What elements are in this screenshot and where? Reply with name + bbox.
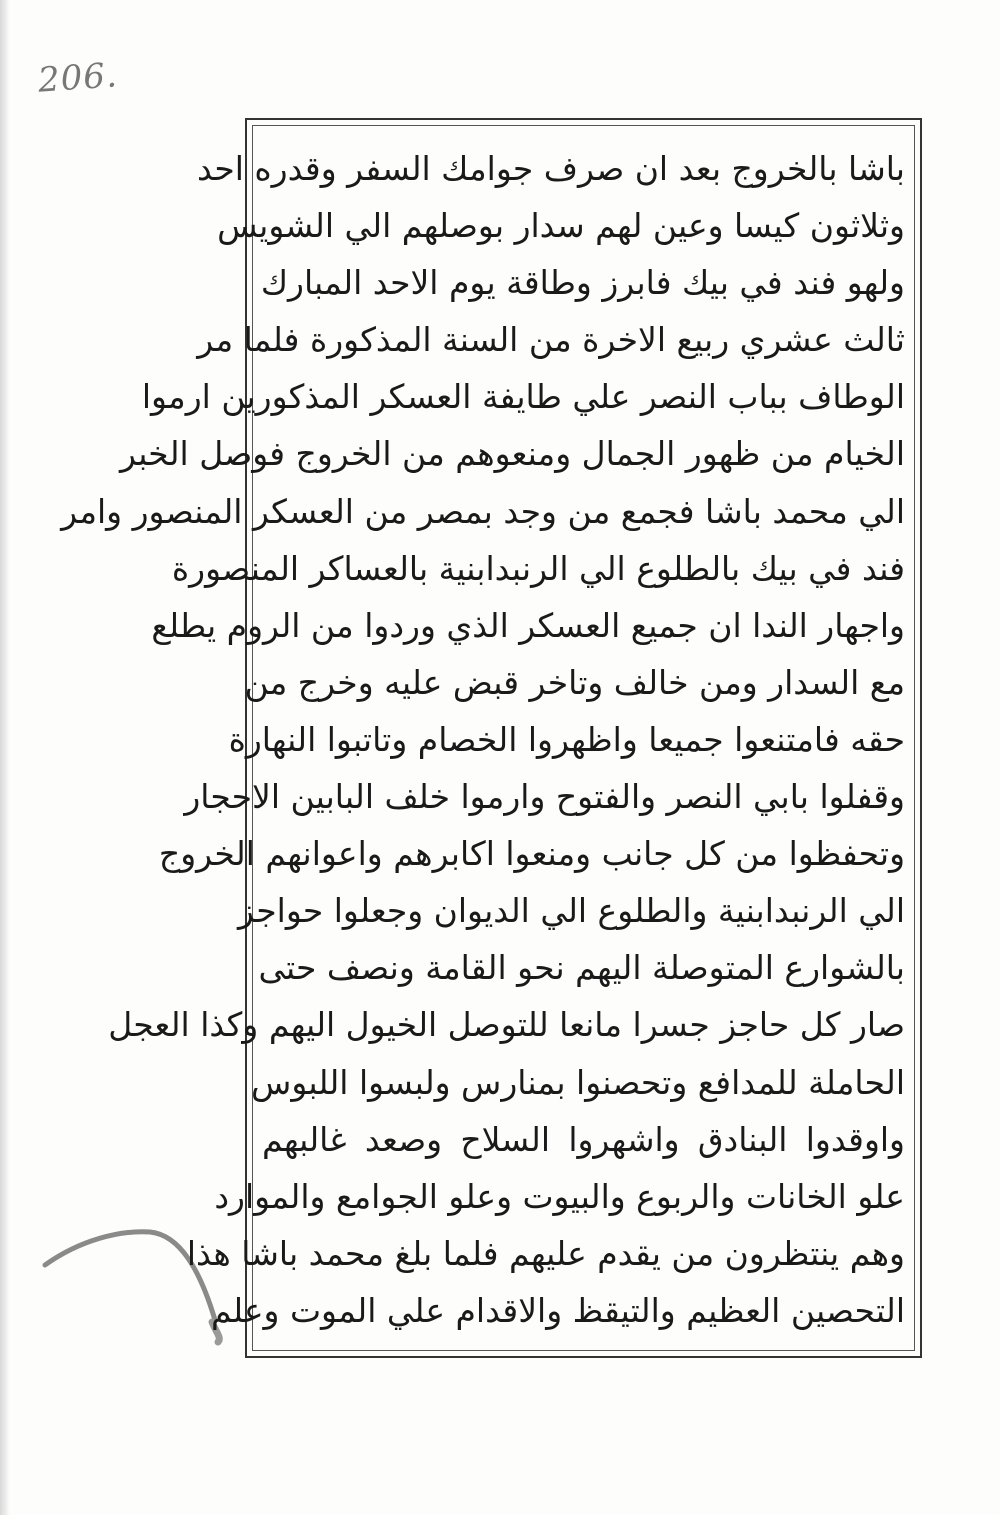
text-line: ولهو فند في بيك فابرز وطاقة يوم الاحد المبارك (260, 263, 905, 303)
text-line: مع السدار ومن خالف وتاخر قبض عليه وخرج من (244, 662, 905, 702)
text-line: الحاملة للمدافع وتحصنوا بمنارس ولبسوا اللبوس (251, 1062, 905, 1102)
text-line: وثلاثون كيسا وعين لهم سدار بوصلهم الي الشويس (217, 206, 905, 246)
text-line: الوطاف بباب النصر علي طايفة العسكر المذكورين ارموا (141, 377, 905, 417)
text-line: الي محمد باشا فجمع من وجد بمصر من العسكر المنصور وامر (61, 491, 905, 531)
page-edge-shadow (0, 0, 10, 1515)
text-line: واوقدوا البنادق واشهروا السلاح وصعد غالبهم (262, 1119, 905, 1159)
text-line: صار كل حاجز جسرا مانعا للتوصل الخيول اليهم وكذا العجل (108, 1005, 905, 1045)
text-line: وقفلوا بابي النصر والفتوح وارموا خلف البابين الاحجار (184, 777, 905, 817)
text-line: باشا بالخروج بعد ان صرف جوامك السفر وقدره احد (197, 149, 905, 188)
text-line: حقه فامتنعوا جميعا واظهروا الخصام وتاتبوا النهارة (228, 719, 905, 759)
text-line: علو الخانات والربوع والبيوت وعلو الجوامع والموارد (214, 1176, 905, 1216)
folio-number: 206. (36, 55, 120, 101)
text-line: واجهار الندا ان جميع العسكر الذي وردوا من الروم يطلع (151, 605, 905, 645)
text-line: وتحفظوا من كل جانب ومنعوا اكابرهم واعوانهم الخروج (158, 834, 905, 874)
text-line: الي الرنبدابنية والطلوع الي الديوان وجعلوا حواجز (238, 891, 905, 931)
text-line: الخيام من ظهور الجمال ومنعوهم من الخروج فوصل الخبر (120, 434, 905, 474)
text-line: ثالث عشري ربيع الاخرة من السنة المذكورة فلما مر (197, 320, 905, 360)
manuscript-text-block (61, 140, 905, 1340)
text-line: بالشوارع المتوصلة اليهم نحو القامة ونصف حتى (258, 948, 905, 988)
text-line: فند في بيك بالطلوع الي الرنبدابنية بالعساكر المنصورة (171, 548, 905, 588)
text-line: وهم ينتظرون من يقدم عليهم فلما بلغ محمد باشا هذا (186, 1233, 905, 1273)
text-line: التحصين العظيم والتيقظ والاقدام علي الموت وعلم (210, 1290, 905, 1330)
